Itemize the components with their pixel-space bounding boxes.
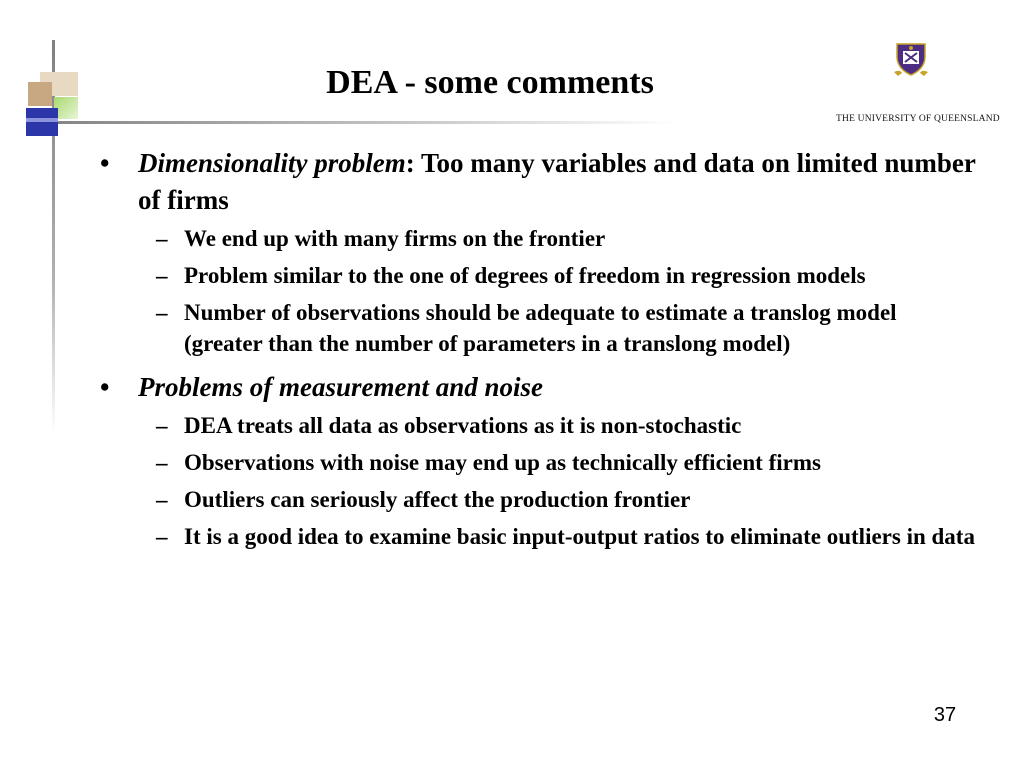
sub-bullet-text: Number of observations should be adequate to estimate a translog model (greater than the number of parameters in a translong model) <box>184 300 897 356</box>
logo-text: THE UNIVERSITY OF QUEENSLAND <box>836 114 1000 124</box>
sub-bullet-item <box>96 297 976 359</box>
bullet-marker: • <box>100 148 110 178</box>
deco-square-blue-highlight <box>26 118 58 122</box>
slide-body <box>96 145 976 558</box>
sub-bullet-item <box>96 260 976 291</box>
bullet-item <box>96 145 976 219</box>
bullet-item <box>96 369 976 406</box>
page-number: 37 <box>933 704 957 726</box>
dash-marker: – <box>156 263 168 288</box>
slide-title: DEA - some comments <box>326 64 654 101</box>
bullet-lead: Dimensionality problem <box>138 148 406 178</box>
university-logo <box>836 42 1000 126</box>
sub-bullet-text: We end up with many firms on the frontier <box>184 226 606 251</box>
title-underline <box>28 121 678 124</box>
bullet-marker: • <box>100 372 110 402</box>
dash-marker: – <box>156 413 168 438</box>
sub-bullet-text: Problem similar to the one of degrees of freedom in regression models <box>184 263 866 288</box>
bullet-lead: Problems of measurement and noise <box>138 372 544 402</box>
sub-bullet-text: Outliers can seriously affect the production frontier <box>184 487 691 512</box>
sub-bullet-item <box>96 521 976 552</box>
sub-bullet-text: It is a good idea to examine basic input-output ratios to eliminate outliers in data <box>184 524 975 549</box>
sub-bullet-text: DEA treats all data as observations as it is non-stochastic <box>184 413 742 438</box>
sub-bullet-item <box>96 447 976 478</box>
deco-square-blue <box>26 108 58 136</box>
sub-bullet-text: Observations with noise may end up as technically efficient firms <box>184 450 821 475</box>
dash-marker: – <box>156 226 168 251</box>
sub-bullet-item <box>96 410 976 441</box>
sub-bullet-item <box>96 223 976 254</box>
bullet-text: : Too many variables and data on limited number of firms <box>138 148 976 215</box>
dash-marker: – <box>156 300 168 325</box>
dash-marker: – <box>156 524 168 549</box>
sub-bullet-item <box>96 484 976 515</box>
deco-square-tan <box>28 82 52 106</box>
crest-icon <box>894 42 928 76</box>
dash-marker: – <box>156 450 168 475</box>
dash-marker: – <box>156 487 168 512</box>
